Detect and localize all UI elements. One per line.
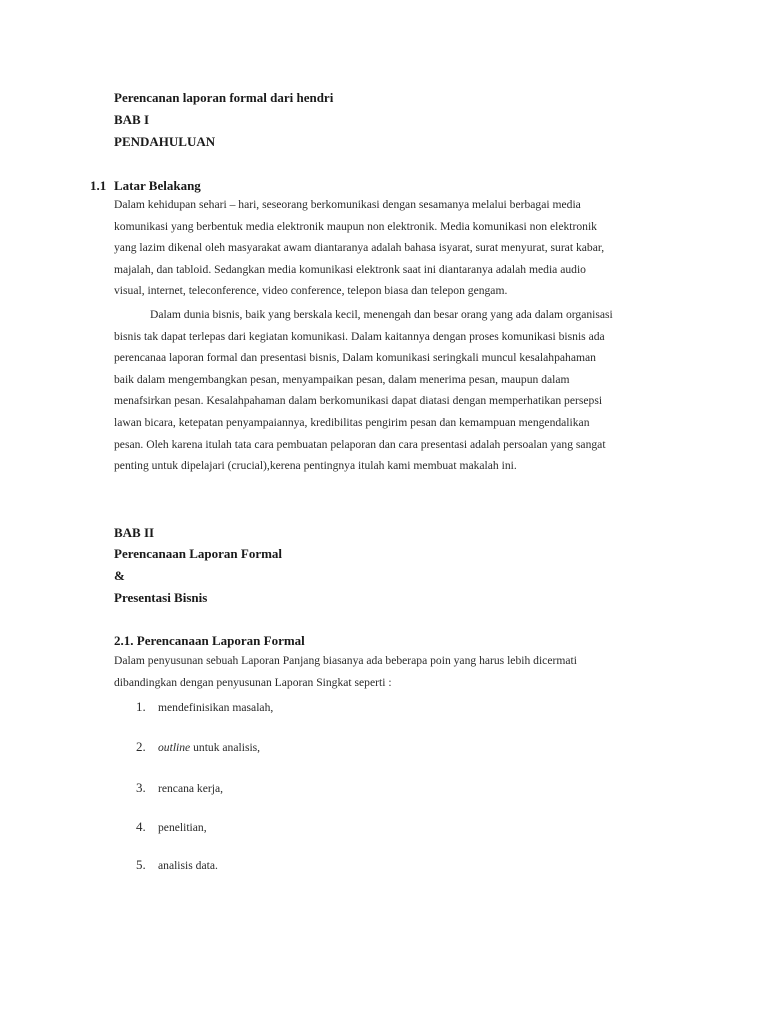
section-2-1-heading: 2.1. Perencanaan Laporan Formal (114, 633, 305, 648)
paragraph-line: yang lazim dikenal oleh masyarakat awam diantaranya adalah bahasa isyarat, surat menyurat, surat kabar, (114, 241, 605, 255)
section-1-1-heading (90, 177, 201, 195)
paragraph-line: visual, internet, teleconference, video conference, telepon biasa dan telepon gengam. (114, 284, 508, 298)
chapter-2-title-line3: Presentasi Bisnis (114, 590, 208, 605)
list-text-italic: outline (158, 741, 191, 754)
list-number: 1. (136, 699, 146, 714)
list-item (136, 699, 273, 715)
list-number: 4. (136, 819, 146, 834)
paragraph-line: pesan. Oleh karena itulah tata cara pembuatan pelaporan dan cara presentasi adalah persoalan yang sangat (114, 437, 606, 451)
section-number: 1.1 (90, 178, 107, 193)
paragraph-line: Dalam kehidupan sehari – hari, seseorang berkomunikasi dengan sesamanya melalui berbagai media (114, 198, 581, 211)
paragraph-line: lawan bicara, ketepatan penyampaiannya, kredibilitas pengirim pesan dan kemampuan mengendalikan (114, 415, 590, 429)
paragraph-background-2 (114, 304, 659, 477)
list-item (136, 739, 260, 755)
chapter-1-heading: PENDAHULUAN (114, 134, 216, 149)
list-item (136, 857, 218, 873)
paragraph-line: menafsirkan pesan. Kesalahpahaman dalam berkomunikasi dapat diatasi dengan memperhatikan persepsi (114, 394, 603, 408)
list-number: 3. (136, 780, 146, 795)
paragraph-line: Dalam penyusunan sebuah Laporan Panjang biasanya ada beberapa poin yang harus lebih dicermati (114, 654, 577, 667)
section-title: Latar Belakang (114, 178, 201, 193)
paragraph-line: penting untuk dipelajari (crucial),kerena pentingnya itulah kami membuat makalah ini. (114, 459, 517, 473)
paragraph-line: perencanaa laporan formal dan presentasi bisnis, Dalam komunikasi seringkali muncul kesalahpahaman (114, 351, 596, 365)
paragraph-line: Dalam dunia bisnis, baik yang berskala kecil, menengah dan besar orang yang ada dalam organisasi (150, 308, 613, 321)
document-title: Perencanan laporan formal dari hendri (114, 90, 334, 105)
list-text: rencana kerja, (158, 782, 224, 795)
paragraph-line: komunikasi yang berbentuk media elektronik maupun non elektronik. Media komunikasi non elektronik (114, 219, 597, 233)
chapter-1-label: BAB I (114, 112, 150, 127)
list-item (136, 819, 207, 835)
chapter-2-title-line1: Perencanaan Laporan Formal (114, 546, 283, 561)
paragraph-background-1 (114, 194, 659, 302)
list-item (136, 780, 223, 796)
paragraph-line: bisnis tak dapat terlepas dari kegiatan komunikasi. Dalam kaitannya dengan proses komunikasi bisnis ada (114, 329, 605, 343)
list-text: mendefinisikan masalah, (158, 701, 274, 714)
list-text: analisis data. (158, 859, 218, 872)
paragraph-line: majalah, dan tabloid. Sedangkan media komunikasi elektronk saat ini diantaranya adalah media audio (114, 262, 586, 276)
list-number: 5. (136, 857, 146, 872)
paragraph-line: baik dalam mengembangkan pesan, menyampaikan pesan, dalam menerima pesan, maupun dalam (114, 372, 570, 386)
paragraph-line: dibandingkan dengan penyusunan Laporan Singkat seperti : (114, 675, 392, 689)
paragraph-section-2-1 (114, 650, 659, 693)
list-text: penelitian, (158, 821, 207, 834)
list-text: untuk analisis, (190, 741, 261, 754)
chapter-2-ampersand: & (114, 568, 125, 583)
list-number: 2. (136, 739, 146, 754)
chapter-2-label: BAB II (114, 525, 155, 540)
